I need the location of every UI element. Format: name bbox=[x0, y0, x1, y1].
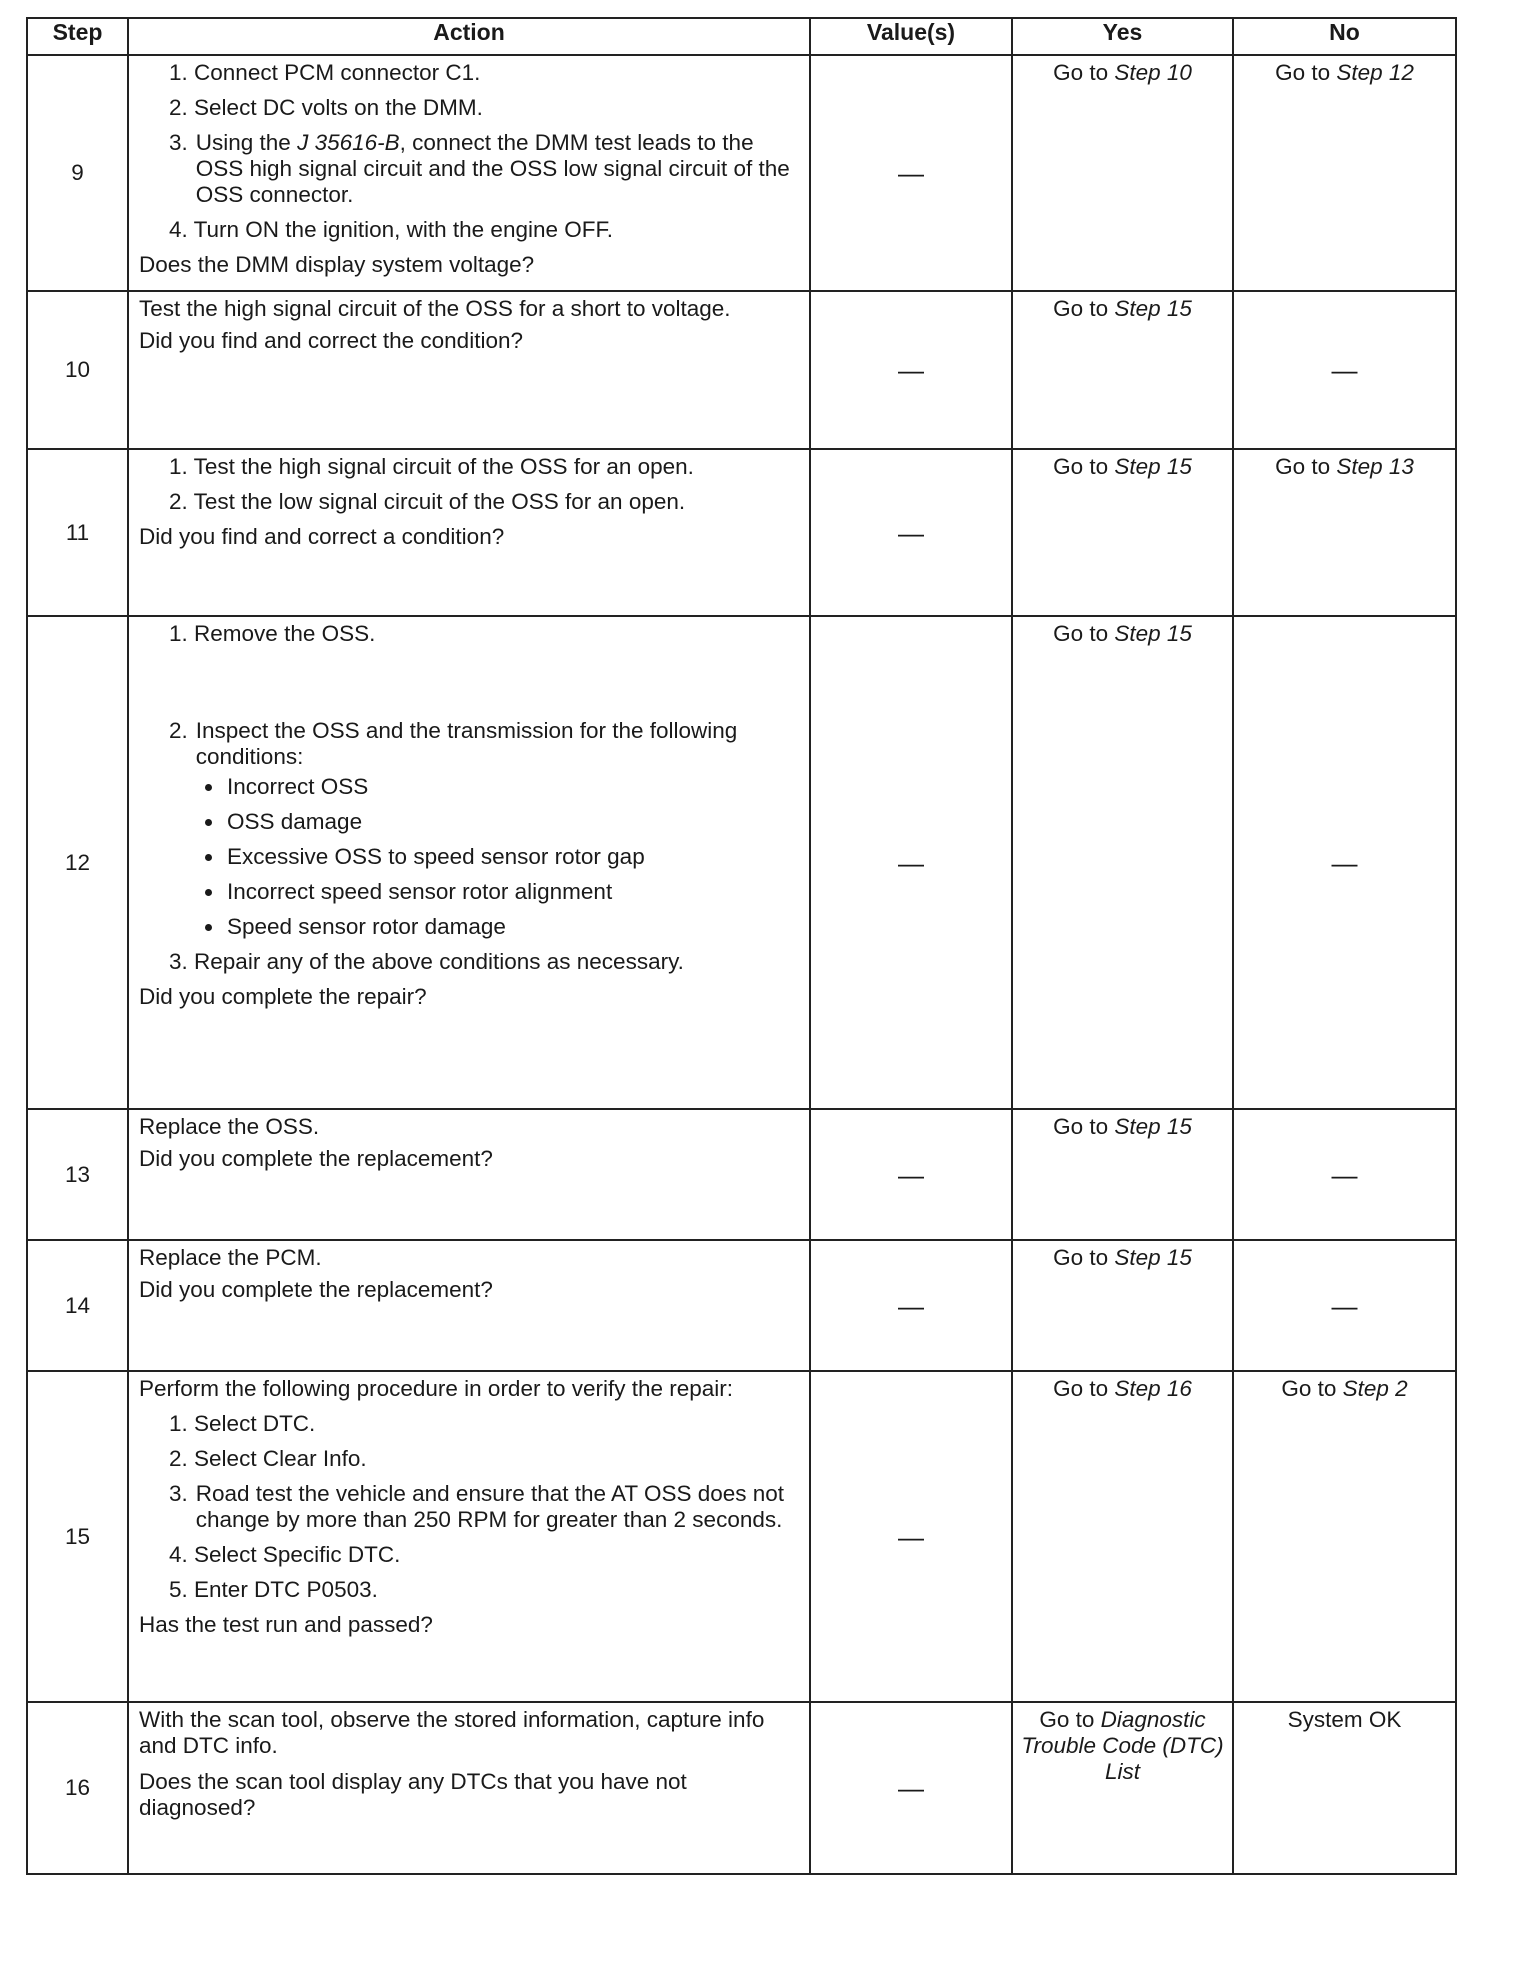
header-action: Action bbox=[128, 18, 810, 55]
no-link[interactable]: Go to Step 12 bbox=[1275, 60, 1414, 85]
list-item: 4. Turn ON the ignition, with the engine OFF. bbox=[169, 217, 613, 242]
table-row bbox=[27, 1371, 1456, 1702]
no-cell bbox=[1233, 1371, 1456, 1702]
action-list bbox=[139, 621, 801, 984]
action-cell bbox=[128, 291, 810, 449]
action-list bbox=[139, 454, 801, 524]
step-number: 15 bbox=[27, 1371, 128, 1702]
step-number: 14 bbox=[27, 1240, 128, 1371]
action-question: Did you complete the repair? bbox=[139, 984, 427, 1009]
list-item: • Speed sensor rotor damage bbox=[225, 914, 801, 940]
header-row bbox=[27, 18, 1456, 55]
table-row bbox=[27, 291, 1456, 449]
no-cell: — bbox=[1233, 1240, 1456, 1371]
no-cell: — bbox=[1233, 291, 1456, 449]
list-item: • OSS damage bbox=[225, 809, 801, 835]
no-cell bbox=[1233, 1702, 1456, 1874]
yes-cell bbox=[1012, 55, 1233, 291]
no-cell: — bbox=[1233, 1109, 1456, 1240]
header-values: Value(s) bbox=[810, 18, 1012, 55]
yes-cell bbox=[1012, 616, 1233, 1109]
list-item: 3. Road test the vehicle and ensure that the AT OSS does not change by more than 250 RPM for greater than 2 seconds. bbox=[169, 1481, 785, 1532]
value-cell: — bbox=[810, 1702, 1012, 1874]
yes-cell bbox=[1012, 1240, 1233, 1371]
header-step: Step bbox=[27, 18, 128, 55]
value-cell: — bbox=[810, 291, 1012, 449]
action-question: Did you find and correct the condition? bbox=[139, 328, 523, 353]
action-cell bbox=[128, 616, 810, 1109]
list-item: 2. Select Clear Info. bbox=[169, 1446, 367, 1471]
action-cell bbox=[128, 1371, 810, 1702]
yes-link[interactable]: Go to Step 15 bbox=[1053, 1114, 1192, 1139]
action-text: Replace the OSS. bbox=[139, 1114, 320, 1139]
list-item: • Excessive OSS to speed sensor rotor gap bbox=[225, 844, 801, 870]
action-text: Perform the following procedure in order to verify the repair: bbox=[139, 1376, 734, 1401]
yes-link[interactable]: Go to Step 10 bbox=[1053, 60, 1192, 85]
step-number: 16 bbox=[27, 1702, 128, 1874]
list-item: 5. Enter DTC P0503. bbox=[169, 1577, 378, 1602]
action-text: Replace the PCM. bbox=[139, 1245, 322, 1270]
value-cell: — bbox=[810, 449, 1012, 616]
no-cell bbox=[1233, 55, 1456, 291]
table-row bbox=[27, 1702, 1456, 1874]
yes-cell bbox=[1012, 449, 1233, 616]
header-no: No bbox=[1233, 18, 1456, 55]
list-item: 3. Using the J 35616-B, connect the DMM test leads to the OSS high signal circuit and the OSS low signal circuit of the OSS connector. bbox=[169, 130, 790, 207]
yes-cell bbox=[1012, 1109, 1233, 1240]
list-item: 3. Repair any of the above conditions as necessary. bbox=[169, 949, 684, 974]
yes-cell bbox=[1012, 291, 1233, 449]
table-row bbox=[27, 55, 1456, 291]
list-item: 1. Select DTC. bbox=[169, 1411, 316, 1436]
value-cell: — bbox=[810, 1109, 1012, 1240]
yes-link[interactable]: Go to Step 16 bbox=[1053, 1376, 1192, 1401]
list-item: 1. Remove the OSS. bbox=[169, 621, 376, 646]
action-question: Did you find and correct a condition? bbox=[139, 524, 505, 549]
table-row bbox=[27, 1240, 1456, 1371]
yes-cell bbox=[1012, 1371, 1233, 1702]
yes-cell bbox=[1012, 1702, 1233, 1874]
action-cell bbox=[128, 1702, 810, 1874]
yes-link[interactable]: Go to Step 15 bbox=[1053, 454, 1192, 479]
step-number: 11 bbox=[27, 449, 128, 616]
yes-link[interactable]: Go to Step 15 bbox=[1053, 621, 1192, 646]
no-link[interactable]: Go to Step 2 bbox=[1281, 1376, 1408, 1401]
yes-link[interactable]: Go to Diagnostic Trouble Code (DTC) List bbox=[1021, 1707, 1224, 1784]
action-question: Has the test run and passed? bbox=[139, 1612, 433, 1637]
list-item: 2. Inspect the OSS and the transmission for the following conditions: • Incorrect OSS • OSS damage • Excessive OSS to speed sensor rotor gap • Incorrect speed sensor rotor alignment • Speed sensor rotor damage bbox=[161, 718, 801, 940]
condition-list bbox=[197, 774, 801, 940]
action-text: Test the high signal circuit of the OSS for a short to voltage. bbox=[139, 296, 731, 321]
action-list bbox=[139, 60, 801, 252]
value-cell: — bbox=[810, 1371, 1012, 1702]
list-item: 2. Select DC volts on the DMM. bbox=[169, 95, 483, 120]
no-cell: — bbox=[1233, 616, 1456, 1109]
list-item: • Incorrect speed sensor rotor alignment bbox=[225, 879, 801, 905]
step-number: 12 bbox=[27, 616, 128, 1109]
yes-link[interactable]: Go to Step 15 bbox=[1053, 1245, 1192, 1270]
action-cell bbox=[128, 449, 810, 616]
action-question: Did you complete the replacement? bbox=[139, 1277, 493, 1302]
no-link[interactable]: Go to Step 13 bbox=[1275, 454, 1414, 479]
diagnostic-table bbox=[26, 17, 1457, 1875]
action-question: Did you complete the replacement? bbox=[139, 1146, 493, 1171]
action-cell bbox=[128, 1240, 810, 1371]
list-item: • Incorrect OSS bbox=[225, 774, 801, 800]
value-cell: — bbox=[810, 616, 1012, 1109]
action-cell bbox=[128, 1109, 810, 1240]
yes-link[interactable]: Go to Step 15 bbox=[1053, 296, 1192, 321]
value-cell: — bbox=[810, 55, 1012, 291]
step-number: 9 bbox=[27, 55, 128, 291]
system-ok-text: System OK bbox=[1287, 1707, 1402, 1732]
action-question: Does the scan tool display any DTCs that you have not diagnosed? bbox=[139, 1769, 687, 1820]
action-cell bbox=[128, 55, 810, 291]
action-question: Does the DMM display system voltage? bbox=[139, 252, 535, 277]
table-row bbox=[27, 616, 1456, 1109]
no-cell bbox=[1233, 449, 1456, 616]
header-yes: Yes bbox=[1012, 18, 1233, 55]
action-text: With the scan tool, observe the stored information, capture info and DTC info. bbox=[139, 1707, 765, 1758]
step-number: 13 bbox=[27, 1109, 128, 1240]
action-list bbox=[139, 1411, 801, 1603]
list-item: 4. Select Specific DTC. bbox=[169, 1542, 401, 1567]
value-cell: — bbox=[810, 1240, 1012, 1371]
list-item: 1. Test the high signal circuit of the OSS for an open. bbox=[169, 454, 694, 479]
step-number: 10 bbox=[27, 291, 128, 449]
list-item: 1. Connect PCM connector C1. bbox=[169, 60, 481, 85]
table-row bbox=[27, 449, 1456, 616]
table-row bbox=[27, 1109, 1456, 1240]
list-item: 2. Test the low signal circuit of the OSS for an open. bbox=[169, 489, 686, 514]
